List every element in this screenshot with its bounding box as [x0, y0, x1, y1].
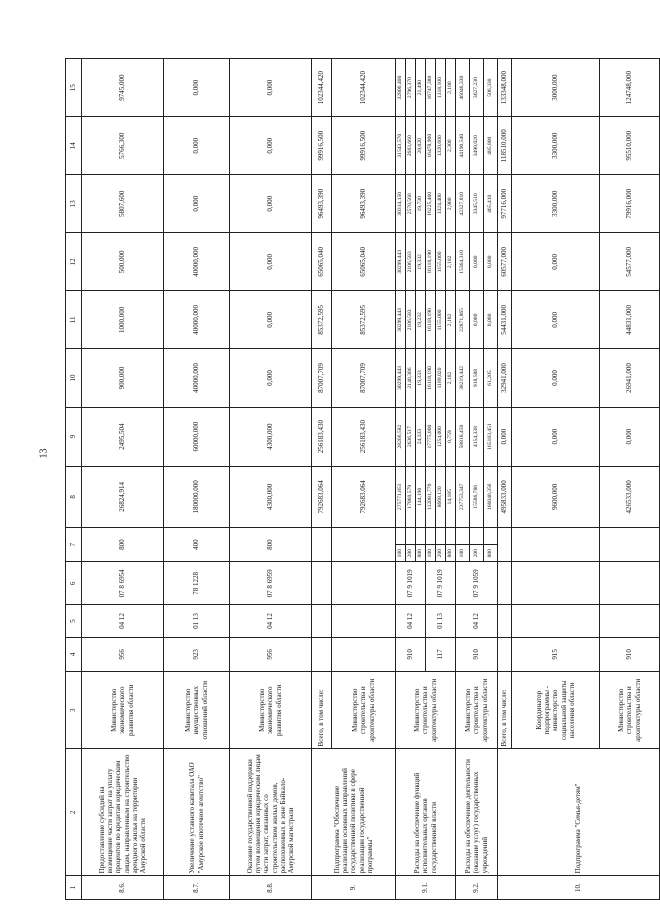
grbs-code: 910: [396, 637, 426, 671]
header-cell: 14: [66, 117, 82, 175]
rzpr-code: 04 12: [82, 605, 164, 637]
row-title: Расходы на обеспечение функций исполнительных органов государственной власти: [396, 749, 456, 876]
value-cell: 16478,900: [426, 117, 436, 175]
value-cell: 26941,000: [600, 349, 660, 407]
value-cell: 500,000: [82, 233, 164, 291]
executor: Министерство экономического развития области: [82, 672, 164, 749]
executor: Министерство экономического развития области: [230, 672, 312, 749]
grbs-code: 910: [600, 637, 660, 671]
value-cell: 3000,000: [512, 59, 600, 117]
value-cell: 0,000: [512, 233, 600, 291]
grbs-code: 923: [164, 637, 230, 671]
value-cell: 275771,851: [396, 466, 406, 527]
grbs-code: [312, 637, 332, 671]
value-cell: 506,330: [484, 59, 498, 117]
value-cell: 2683,660: [406, 117, 416, 175]
value-cell: 4154,338: [470, 407, 484, 466]
executor: Координатор подпрограммы - министерство социальной защиты населения области: [512, 672, 600, 749]
value-cell: 54431,000: [498, 291, 512, 349]
vr-code: [498, 527, 512, 561]
vr-code: [332, 527, 396, 561]
executor: Всего, в том числе:: [498, 672, 512, 749]
value-cell: 426533,000: [600, 466, 660, 527]
value-cell: 9745,000: [82, 59, 164, 117]
value-cell: 0,000: [164, 59, 230, 117]
vr-code: 100: [396, 545, 406, 562]
value-cell: 17775,000: [426, 407, 436, 466]
value-cell: 0,000: [230, 233, 312, 291]
csr-code: 07 8 6954: [82, 562, 164, 605]
value-cell: 0,000: [600, 407, 660, 466]
table-row: [164, 59, 230, 900]
grbs-code: 956: [230, 637, 312, 671]
row-title: Подпрограмма "Обеспечение реализации основных направлений государственной политики в сфере реализации государственной программы": [312, 749, 396, 876]
rzpr-code: [600, 605, 660, 637]
vr-code: [512, 527, 600, 561]
row-title: Увеличение уставного капитала ОАО "Амурское ипотечное агентство": [164, 749, 230, 876]
value-cell: 1318,100: [436, 59, 446, 117]
value-cell: 0,000: [484, 291, 498, 349]
spacer-cell: [426, 527, 436, 544]
value-cell: 256183,430: [312, 407, 332, 466]
row-title: Предоставление субсидий на возмещение части затрат на уплату процентов по кредитам юридическим лицам, направленным на строительство арендного жилья на территории Амурской области: [82, 749, 164, 876]
csr-code: [512, 562, 600, 605]
value-cell: 112081,770: [426, 466, 436, 527]
value-cell: 4300,000: [230, 407, 312, 466]
value-cell: 26824,914: [82, 466, 164, 527]
value-cell: 2106,583: [406, 233, 416, 291]
executor: Министерство строительства и архитектуры области: [456, 672, 498, 749]
header-cell: 5: [66, 605, 82, 637]
value-cell: 38219,442: [456, 349, 470, 407]
executor: Министерство имущественных отношений области: [164, 672, 230, 749]
header-cell: 8: [66, 466, 82, 527]
page-number: 13: [38, 448, 50, 459]
value-cell: 0,000: [164, 117, 230, 175]
value-cell: 42327,810: [456, 175, 470, 233]
vr-code: 800: [416, 545, 426, 562]
rzpr-code: 04 12: [396, 605, 426, 637]
value-cell: 2140,306: [406, 349, 416, 407]
value-cell: 99916,500: [332, 117, 396, 175]
rzpr-code: [312, 605, 332, 637]
vr-code: 800: [230, 527, 312, 561]
spacer-cell: [416, 527, 426, 544]
grbs-code: 956: [82, 637, 164, 671]
rzpr-code: 04 12: [230, 605, 312, 637]
value-cell: 16225,460: [426, 175, 436, 233]
header-cell: 12: [66, 233, 82, 291]
rzpr-code: [498, 605, 512, 637]
value-cell: 30299,443: [396, 349, 406, 407]
value-cell: 60000,000: [164, 407, 230, 466]
value-cell: 31543,570: [396, 117, 406, 175]
value-cell: 144,190: [416, 466, 426, 527]
value-cell: 0,000: [164, 175, 230, 233]
vr-code: 400: [164, 527, 230, 561]
value-cell: 0,000: [230, 349, 312, 407]
value-cell: 1155,000: [436, 291, 446, 349]
executor: Министерство строительства и архитектуры области: [600, 672, 660, 749]
row-number: 10.: [498, 876, 660, 900]
value-cell: 0,000: [230, 59, 312, 117]
value-cell: 21,490: [416, 59, 426, 117]
grbs-code: 915: [512, 637, 600, 671]
vr-code: 100: [456, 545, 470, 562]
csr-code: 07 8 6959: [230, 562, 312, 605]
value-cell: 32806,400: [396, 59, 406, 117]
value-cell: 2796,370: [406, 59, 416, 117]
value-cell: 166040,356: [484, 466, 498, 527]
value-cell: 58818,450: [456, 407, 470, 466]
vr-code: 800: [82, 527, 164, 561]
row-number: 8.6.: [82, 876, 164, 900]
rzpr-code: 01 13: [426, 605, 456, 637]
value-cell: 95510,000: [600, 117, 660, 175]
value-cell: 87007,709: [332, 349, 396, 407]
row-number: 8.8.: [230, 876, 312, 900]
value-cell: 0,000: [230, 175, 312, 233]
value-cell: 2,182: [446, 291, 456, 349]
value-cell: 3490,020: [470, 117, 484, 175]
budget-table: [65, 58, 660, 900]
value-cell: 97716,000: [498, 175, 512, 233]
value-cell: 32941,000: [498, 349, 512, 407]
value-cell: 16747,380: [426, 59, 436, 117]
vr-code: 200: [406, 545, 416, 562]
value-cell: 44831,000: [600, 291, 660, 349]
value-cell: 1254,000: [436, 407, 446, 466]
value-cell: 2,182: [446, 233, 456, 291]
executor: Министерство строительства и архитектуры области: [332, 672, 396, 749]
value-cell: 2570,560: [406, 175, 416, 233]
value-cell: 0,000: [470, 233, 484, 291]
value-cell: 2636,517: [406, 407, 416, 466]
value-cell: 3627,230: [470, 59, 484, 117]
value-cell: 99916,500: [312, 117, 332, 175]
value-cell: 124748,000: [600, 59, 660, 117]
value-cell: 79916,000: [600, 175, 660, 233]
value-cell: 900,000: [82, 349, 164, 407]
csr-code: 78 1228: [164, 562, 230, 605]
value-cell: 5807,600: [82, 175, 164, 233]
row-number: 9.: [312, 876, 396, 900]
value-cell: 495833,000: [498, 466, 512, 527]
header-cell: 10: [66, 349, 82, 407]
row-number: 9.2.: [456, 876, 498, 900]
vr-code: [600, 527, 660, 561]
value-cell: 792683,064: [312, 466, 332, 527]
header-cell: 4: [66, 637, 82, 671]
value-cell: 133348,000: [498, 59, 512, 117]
header-cell: 7: [66, 527, 82, 561]
vr-code: 200: [470, 545, 484, 562]
value-cell: 16118,190: [426, 349, 436, 407]
header-cell: 13: [66, 175, 82, 233]
value-cell: 85372,595: [312, 291, 332, 349]
value-cell: 1320,600: [436, 117, 446, 175]
value-cell: 0,759: [446, 407, 456, 466]
value-cell: 4300,000: [230, 466, 312, 527]
rzpr-code: 01 13: [164, 605, 230, 637]
value-cell: 0,000: [498, 407, 512, 466]
value-cell: 87007,709: [312, 349, 332, 407]
value-cell: 165183,451: [484, 407, 498, 466]
value-cell: 16118,190: [426, 233, 436, 291]
value-cell: 2,300: [446, 117, 456, 175]
value-cell: 96493,390: [332, 175, 396, 233]
header-cell: 11: [66, 291, 82, 349]
value-cell: 19,333: [416, 349, 426, 407]
spacer-cell: [436, 527, 446, 544]
value-cell: 102344,420: [312, 59, 332, 117]
csr-code: [498, 562, 512, 605]
value-cell: 485,800: [484, 117, 498, 175]
header-cell: 6: [66, 562, 82, 605]
grbs-code: 910: [456, 637, 498, 671]
value-cell: 256183,430: [332, 407, 396, 466]
rzpr-code: 04 12: [456, 605, 498, 637]
value-cell: 0,000: [512, 291, 600, 349]
value-cell: 15586,786: [470, 466, 484, 527]
value-cell: 1324,400: [436, 175, 446, 233]
vr-code: 100: [426, 545, 436, 562]
value-cell: 96493,390: [312, 175, 332, 233]
table-row: [82, 59, 164, 900]
row-number: 8.7.: [164, 876, 230, 900]
value-cell: 2,100: [446, 59, 456, 117]
value-cell: 24,333: [416, 407, 426, 466]
vr-code: 800: [446, 545, 456, 562]
csr-code: [312, 562, 332, 605]
rotated-table: [65, 58, 640, 900]
value-cell: 2,182: [446, 349, 456, 407]
value-cell: 0,000: [484, 233, 498, 291]
executor: Всего, в том числе:: [312, 672, 332, 749]
row-number: 9.1.: [396, 876, 456, 900]
row-title: Расходы на обеспечение деятельности (оказание услуг) государственных учреждений: [456, 749, 498, 876]
grbs-code: [332, 637, 396, 671]
row-title: Подпрограмма "Семья-детям": [498, 749, 660, 876]
value-cell: 19,730: [416, 175, 426, 233]
value-cell: 3300,000: [512, 117, 600, 175]
value-cell: 61,205: [484, 349, 498, 407]
value-cell: 85372,595: [332, 291, 396, 349]
header-cell: 3: [66, 672, 82, 749]
value-cell: 1155,000: [436, 233, 446, 291]
header-cell: 9: [66, 407, 82, 466]
table-row: [396, 59, 406, 900]
value-cell: 1189,020: [436, 349, 446, 407]
csr-code: [332, 562, 396, 605]
value-cell: 16118,190: [426, 291, 436, 349]
value-cell: 8668,120: [436, 466, 446, 527]
csr-code: 07 9 1059: [456, 562, 498, 605]
value-cell: 22871,865: [456, 291, 470, 349]
csr-code: 07 9 1019: [426, 562, 456, 605]
vr-code: 800: [484, 545, 498, 562]
value-cell: 20,020: [416, 117, 426, 175]
value-cell: 14,185: [446, 466, 456, 527]
value-cell: 5766,300: [82, 117, 164, 175]
value-cell: 0,000: [512, 349, 600, 407]
value-cell: 1000,000: [82, 291, 164, 349]
grbs-code: 117: [426, 637, 456, 671]
value-cell: 0,000: [470, 291, 484, 349]
vr-code: [312, 527, 332, 561]
row-title: Оказание государственной поддержки путем возмещения юридическим лицам части затрат, связанных со строительством жилых домов, расположенных в зоне Байкало-Амурской магистрали: [230, 749, 312, 876]
spacer-cell: [470, 527, 484, 544]
table-row: [230, 59, 312, 900]
value-cell: 30314,150: [396, 175, 406, 233]
table-row: [456, 59, 470, 900]
value-cell: 44190,540: [456, 117, 470, 175]
value-cell: 65065,040: [312, 233, 332, 291]
value-cell: 17060,579: [406, 466, 416, 527]
spacer-cell: [484, 527, 498, 544]
value-cell: 2495,504: [82, 407, 164, 466]
value-cell: 2106,583: [406, 291, 416, 349]
value-cell: 40000,000: [164, 291, 230, 349]
executor: Министерство строительства и архитектуры области: [396, 672, 456, 749]
grbs-code: [498, 637, 512, 671]
value-cell: 65065,040: [332, 233, 396, 291]
rzpr-code: [512, 605, 600, 637]
value-cell: 792683,064: [332, 466, 396, 527]
value-cell: 40000,000: [164, 233, 230, 291]
vr-code: 200: [436, 545, 446, 562]
value-cell: 28266,582: [396, 407, 406, 466]
spacer-cell: [396, 527, 406, 544]
value-cell: 237753,347: [456, 466, 470, 527]
value-cell: 180000,000: [164, 466, 230, 527]
value-cell: 30299,443: [396, 233, 406, 291]
value-cell: 465,410: [484, 175, 498, 233]
table-row: [498, 59, 512, 900]
value-cell: 918,588: [470, 349, 484, 407]
value-cell: 30299,443: [396, 291, 406, 349]
value-cell: 60577,000: [498, 233, 512, 291]
value-cell: 102344,420: [332, 59, 396, 117]
spacer-cell: [456, 527, 470, 544]
value-cell: 19,332: [416, 233, 426, 291]
value-cell: 0,000: [512, 407, 600, 466]
header-row: [66, 59, 82, 900]
spacer-cell: [446, 527, 456, 544]
value-cell: 15364,310: [456, 233, 470, 291]
header-cell: 1: [66, 876, 82, 900]
table-row: [312, 59, 332, 900]
csr-code: 07 9 1019: [396, 562, 426, 605]
value-cell: 54577,000: [600, 233, 660, 291]
header-cell: 15: [66, 59, 82, 117]
value-cell: 3300,000: [512, 175, 600, 233]
rzpr-code: [332, 605, 396, 637]
value-cell: 46046,330: [456, 59, 470, 117]
value-cell: 40000,000: [164, 349, 230, 407]
csr-code: [600, 562, 660, 605]
value-cell: 0,000: [230, 117, 312, 175]
value-cell: 118510,000: [498, 117, 512, 175]
value-cell: 3345,510: [470, 175, 484, 233]
value-cell: 2,900: [446, 175, 456, 233]
rotated-table-frame: [65, 58, 640, 900]
value-cell: 0,000: [230, 291, 312, 349]
header-cell: 2: [66, 749, 82, 876]
value-cell: 19,232: [416, 291, 426, 349]
spacer-cell: [406, 527, 416, 544]
value-cell: 9600,000: [512, 466, 600, 527]
